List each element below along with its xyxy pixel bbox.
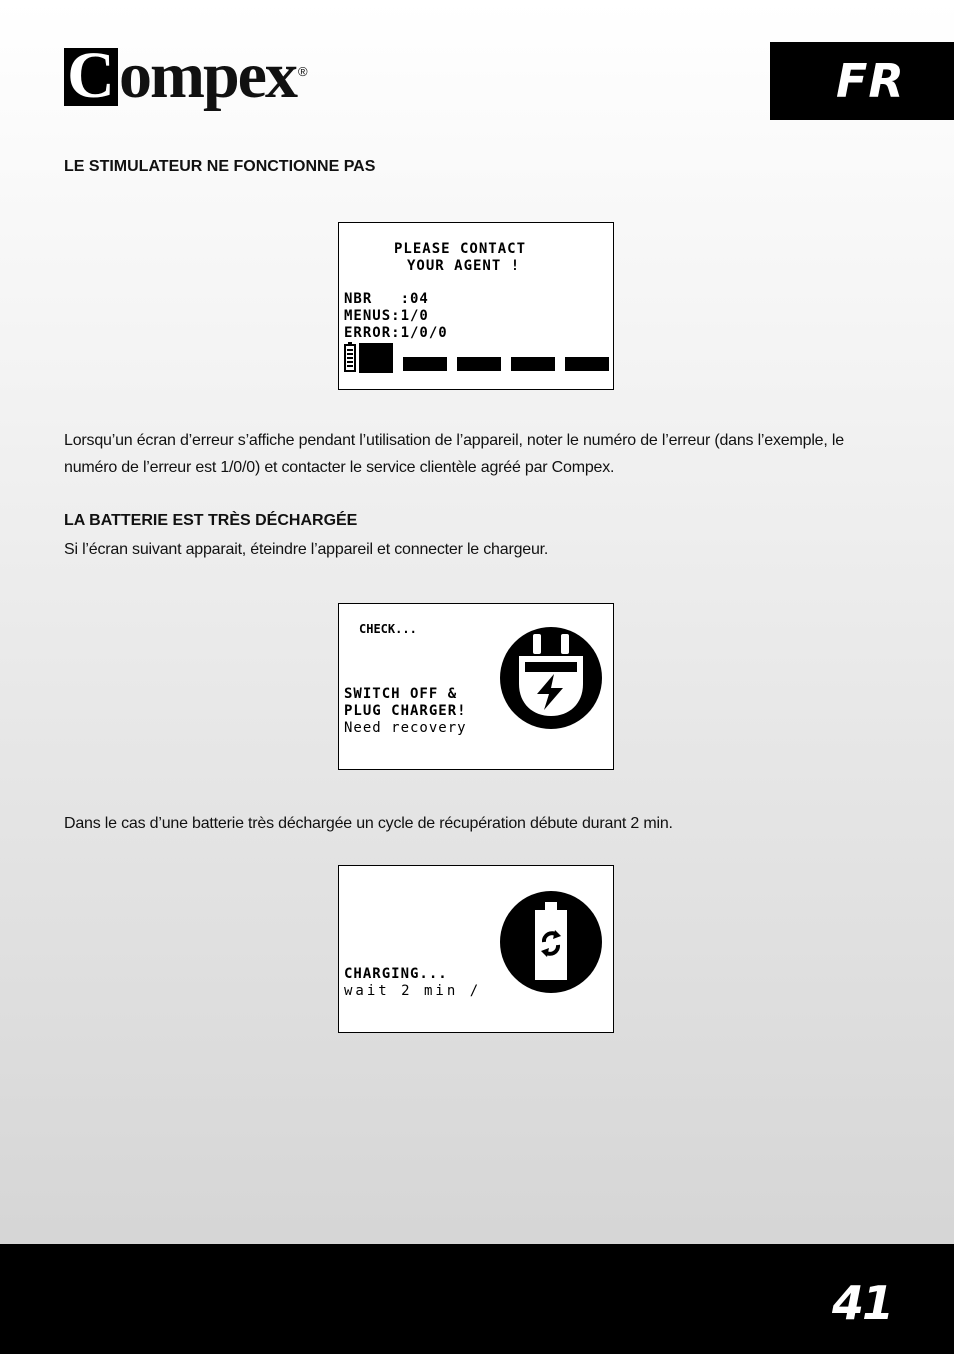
section-heading-battery: LA BATTERIE EST TRÈS DÉCHARGÉE — [64, 512, 358, 529]
footer-bar — [0, 1244, 954, 1354]
lcd-line: PLEASE CONTACT — [394, 241, 527, 257]
registered-mark: ® — [297, 64, 308, 79]
lcd-line: Need recovery — [344, 720, 467, 736]
lcd-line: wait 2 min / — [344, 983, 482, 999]
section-heading-stimulator: LE STIMULATEUR NE FONCTIONNE PAS — [64, 158, 376, 175]
lcd-line: MENUS:1/0 — [344, 308, 429, 324]
battery-recharge-icon — [499, 890, 603, 994]
logo-initial: C — [64, 48, 118, 106]
lcd-line: NBR :04 — [344, 291, 429, 307]
error-explanation-paragraph: Lorsqu’un écran d’erreur s’affiche pendant l’utilisation de l’appareil, noter le numéro de l’erreur (dans l’exemple, le numéro de l’erreur est 1/0/0) et contacter le service clientèle agréé par Compex. — [64, 432, 844, 476]
logo-wordmark: ompex — [119, 39, 296, 112]
lcd-line: PLUG CHARGER! — [344, 703, 467, 719]
battery-icon — [343, 341, 393, 375]
lcd-line: CHECK... — [359, 622, 417, 636]
recovery-paragraph: Dans le cas d’une batterie très déchargée un cycle de récupération débute durant 2 min. — [64, 815, 673, 832]
charger-plug-icon — [499, 626, 603, 730]
lcd-charger-screen — [338, 603, 614, 770]
battery-intro-paragraph: Si l’écran suivant apparait, éteindre l’appareil et connecter le chargeur. — [64, 541, 549, 558]
lcd-line: ERROR:1/0/0 — [344, 325, 448, 341]
lcd-line: SWITCH OFF & — [344, 686, 458, 702]
lcd-line: YOUR AGENT ! — [407, 258, 521, 274]
compex-logo — [64, 40, 308, 120]
lcd-error-screen — [338, 222, 614, 390]
progress-segment — [565, 357, 609, 371]
language-tab: FR — [770, 42, 954, 120]
lcd-charging-screen — [338, 865, 614, 1033]
lcd-line: CHARGING... — [344, 966, 448, 982]
progress-segment — [457, 357, 501, 371]
progress-segment — [403, 357, 447, 371]
page-number: 41 — [831, 1276, 892, 1330]
progress-segment — [511, 357, 555, 371]
